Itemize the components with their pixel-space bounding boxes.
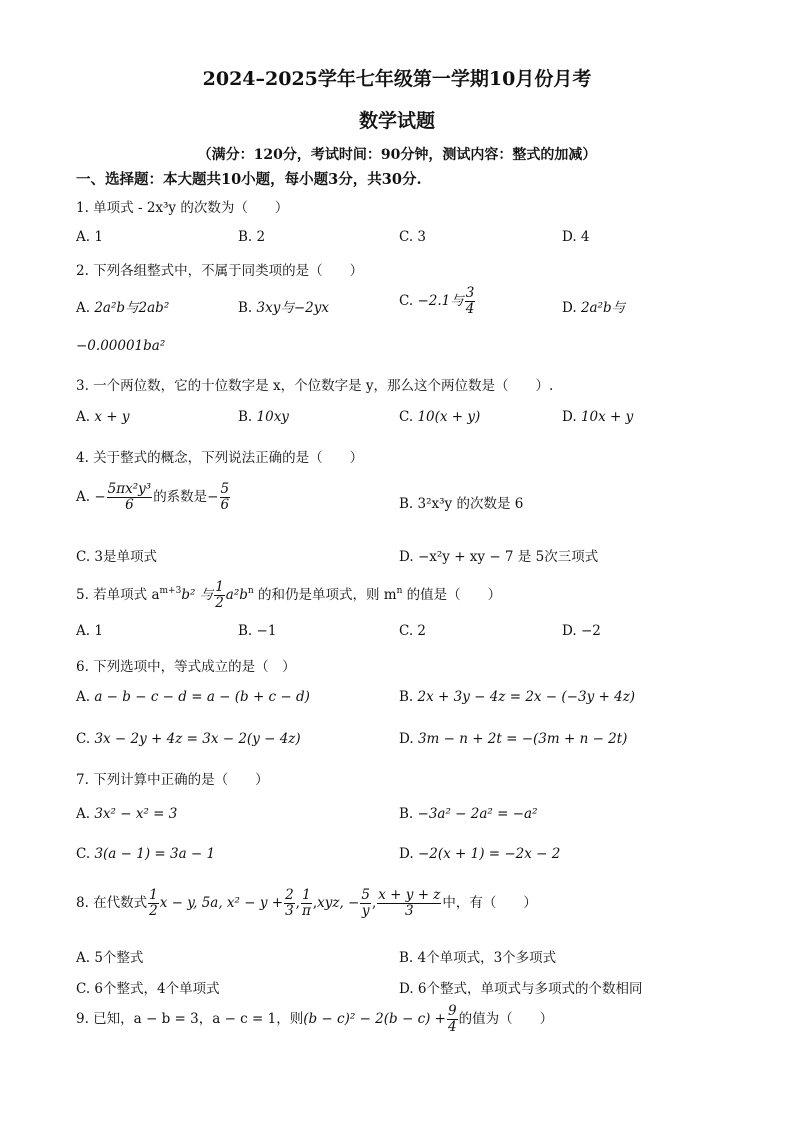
fraction-den: 4 <box>448 1019 457 1035</box>
option-expr: 10(x + y) <box>417 409 481 425</box>
option-expr: −1 <box>256 623 277 639</box>
option-expr: 10x + y <box>580 409 634 425</box>
option-label: D. <box>399 846 414 862</box>
fraction-den: 3 <box>405 903 414 919</box>
option-label: A. <box>76 806 91 822</box>
stem-text: a²b <box>225 587 248 603</box>
q6-option-d[interactable] <box>399 731 627 747</box>
q6-option-a[interactable] <box>76 689 310 705</box>
fraction-num: 1 <box>215 579 224 595</box>
option-expr: −3a² − 2a² = −a² <box>417 806 538 822</box>
option-expr: x + y <box>94 409 130 425</box>
q1-option-b[interactable]: B. 2 <box>238 229 266 245</box>
q6-option-b[interactable] <box>399 689 635 705</box>
fraction-num: x + y + z <box>378 887 441 903</box>
option-sign: − <box>94 489 106 505</box>
stem-expr: (b − c)² − 2(b − c) + <box>303 1011 446 1027</box>
option-label: A. <box>76 300 91 316</box>
fraction-den: 2 <box>215 595 224 611</box>
option-text: 的系数是− <box>153 489 219 505</box>
q2-option-d-continued: −0.00001ba² <box>76 338 166 354</box>
option-expr: 2a²b与 <box>580 300 626 316</box>
stem-expr: xyz, − <box>317 895 360 911</box>
option-expr: 10xy <box>256 409 289 425</box>
q7-option-c[interactable] <box>76 846 215 862</box>
q5-option-d[interactable] <box>562 623 601 639</box>
option-label: B. <box>238 409 253 425</box>
fraction-num: 5πx²y³ <box>107 481 152 497</box>
stem-text: 中，有（ ） <box>442 895 537 911</box>
option-expr: 3x² − x² = 3 <box>94 806 178 822</box>
option-label: C. <box>399 409 414 425</box>
fraction <box>148 888 159 919</box>
q1-option-d[interactable]: D. 4 <box>562 229 590 245</box>
option-expr: −x²y + xy − 7 是 5次三项式 <box>417 549 599 565</box>
question-8-stem: 8. 在代数式 $\frac{1}{2}$ x − y, 5a, x² − y + $\frac{2}{3}$ , $\frac{1}{\pi}$ ,xyz, − $\frac{5}{y}$ , $\frac{x + y + z}{3}$ 中，有（ ） <box>76 887 537 919</box>
option-expr: 3x − 2y + 4z = 3x − 2(y − 4z) <box>94 731 301 747</box>
option-expr: −2.1与 <box>417 293 464 309</box>
fraction <box>447 1004 458 1035</box>
fraction-num: 3 <box>465 285 475 301</box>
q2-option-d[interactable] <box>562 296 625 316</box>
q4-option-a[interactable] <box>76 482 231 513</box>
option-label: B. <box>399 496 414 512</box>
fraction <box>377 888 441 919</box>
option-label: D. <box>562 409 577 425</box>
stem-text: 5. 若单项式 a <box>76 587 160 603</box>
exponent: n <box>396 586 403 596</box>
q4-option-d[interactable] <box>399 545 598 565</box>
fraction <box>284 888 295 919</box>
q7-option-a[interactable] <box>76 806 177 822</box>
fraction <box>301 888 312 919</box>
stem-text: 的和仍是单项式，则 m <box>253 587 397 603</box>
fraction <box>465 286 476 317</box>
option-label: B. <box>399 689 414 705</box>
q8-option-a[interactable]: A. 5个整式 <box>76 950 144 966</box>
fraction-num: 9 <box>448 1003 457 1019</box>
fraction-den: π <box>301 903 311 919</box>
q8-option-d[interactable]: D. 6个整式，单项式与多项式的个数相同 <box>399 981 643 997</box>
q6-option-c[interactable] <box>76 731 301 747</box>
option-label: C. <box>76 731 91 747</box>
fraction <box>360 888 371 919</box>
q3-option-c[interactable] <box>399 409 480 425</box>
option-label: B. <box>238 623 253 639</box>
question-6-stem: 6. 下列选项中，等式成立的是（ ） <box>76 659 296 675</box>
fraction-num: 1 <box>302 887 311 903</box>
fraction-num: 5 <box>361 887 370 903</box>
stem-text: 8. 在代数式 <box>76 895 148 911</box>
option-label: A. <box>76 409 91 425</box>
option-label: A. <box>76 489 91 505</box>
fraction-den: 3 <box>285 903 294 919</box>
q8-option-c[interactable]: C. 6个整式，4个单项式 <box>76 981 220 997</box>
q3-option-a[interactable] <box>76 409 129 425</box>
exponent: m+3 <box>159 586 182 596</box>
stem-text: b² 与 <box>181 587 214 603</box>
exponent: n <box>247 586 254 596</box>
fraction-den: 6 <box>220 497 230 513</box>
q7-option-d[interactable] <box>399 846 560 862</box>
fraction-den: 6 <box>125 497 134 513</box>
question-2-stem: 2. 下列各组整式中，不属于同类项的是（ ） <box>76 263 364 279</box>
q1-option-a[interactable]: A. 1 <box>76 229 103 245</box>
q2-option-b[interactable] <box>238 296 329 316</box>
fraction <box>214 580 225 611</box>
exam-note: （满分：120分，考试时间：90分钟，测试内容：整式的加减） <box>197 147 597 163</box>
fraction-num: 2 <box>285 887 294 903</box>
stem-text: 的值为（ ） <box>458 1011 554 1027</box>
option-expr: 3xy与−2yx <box>256 300 329 316</box>
q2-option-a[interactable] <box>76 296 169 316</box>
fraction <box>220 482 231 513</box>
option-expr: −2 <box>580 623 601 639</box>
option-label: D. <box>399 549 414 565</box>
stem-text: 9. 已知，a − b = 3，a − c = 1，则 <box>76 1011 304 1027</box>
option-expr: 3m − n + 2t = −(3m + n − 2t) <box>417 731 628 747</box>
option-label: A. <box>76 689 91 705</box>
fraction-num: 5 <box>220 481 230 497</box>
q4-option-c[interactable]: C. 3是单项式 <box>76 549 158 565</box>
question-9-stem <box>76 1004 553 1035</box>
section-heading: 一、选择题：本大题共10小题，每小题3分，共30分. <box>76 171 422 188</box>
q5-option-a[interactable]: A. 1 <box>76 623 103 639</box>
question-3-stem: 3. 一个两位数，它的十位数字是 x，个位数字是 y，那么这个两位数是（ ）. <box>76 378 554 394</box>
stem-expr: x − y, 5a, x² − y + <box>159 895 284 911</box>
option-label: C. <box>399 293 414 309</box>
q4-option-b[interactable] <box>399 492 523 512</box>
question-1-stem: 1. 单项式 - 2x³y 的次数为（ ） <box>76 200 289 216</box>
fraction-den: y <box>361 903 370 919</box>
option-expr: 3²x³y 的次数是 6 <box>417 496 524 512</box>
option-expr: a − b − c − d = a − (b + c − d) <box>94 689 310 705</box>
exam-subtitle: 数学试题 <box>358 110 435 132</box>
q2-option-c[interactable] <box>399 286 476 317</box>
q5-option-c[interactable]: C. 2 <box>399 623 427 639</box>
q1-option-c[interactable]: C. 3 <box>399 229 427 245</box>
option-expr: 2x + 3y − 4z = 2x − (−3y + 4z) <box>417 689 636 705</box>
exam-title: 2024–2025学年七年级第一学期10月份月考 <box>202 68 592 90</box>
fraction <box>107 482 153 513</box>
option-expr: −2(x + 1) = −2x − 2 <box>417 846 561 862</box>
fraction-den: 4 <box>465 301 475 317</box>
q5-option-b[interactable] <box>238 623 276 639</box>
fraction-den: 2 <box>149 903 158 919</box>
option-label: D. <box>562 300 577 316</box>
option-label: D. <box>399 731 414 747</box>
option-expr: 3(a − 1) = 3a − 1 <box>94 846 216 862</box>
q3-option-b[interactable] <box>238 409 289 425</box>
stem-text: 的值是（ ） <box>402 587 502 603</box>
q7-option-b[interactable] <box>399 806 538 822</box>
option-label: C. <box>76 846 91 862</box>
option-expr: 2a²b与2ab² <box>94 300 170 316</box>
option-label: B. <box>238 300 253 316</box>
question-4-stem: 4. 关于整式的概念，下列说法正确的是（ ） <box>76 450 364 466</box>
q8-option-b[interactable]: B. 4个单项式，3个多项式 <box>399 950 557 966</box>
fraction-num: 1 <box>149 887 158 903</box>
question-7-stem: 7. 下列计算中正确的是（ ） <box>76 772 269 788</box>
option-label: D. <box>562 623 577 639</box>
question-5-stem <box>76 580 501 611</box>
q3-option-d[interactable] <box>562 409 633 425</box>
option-label: B. <box>399 806 414 822</box>
